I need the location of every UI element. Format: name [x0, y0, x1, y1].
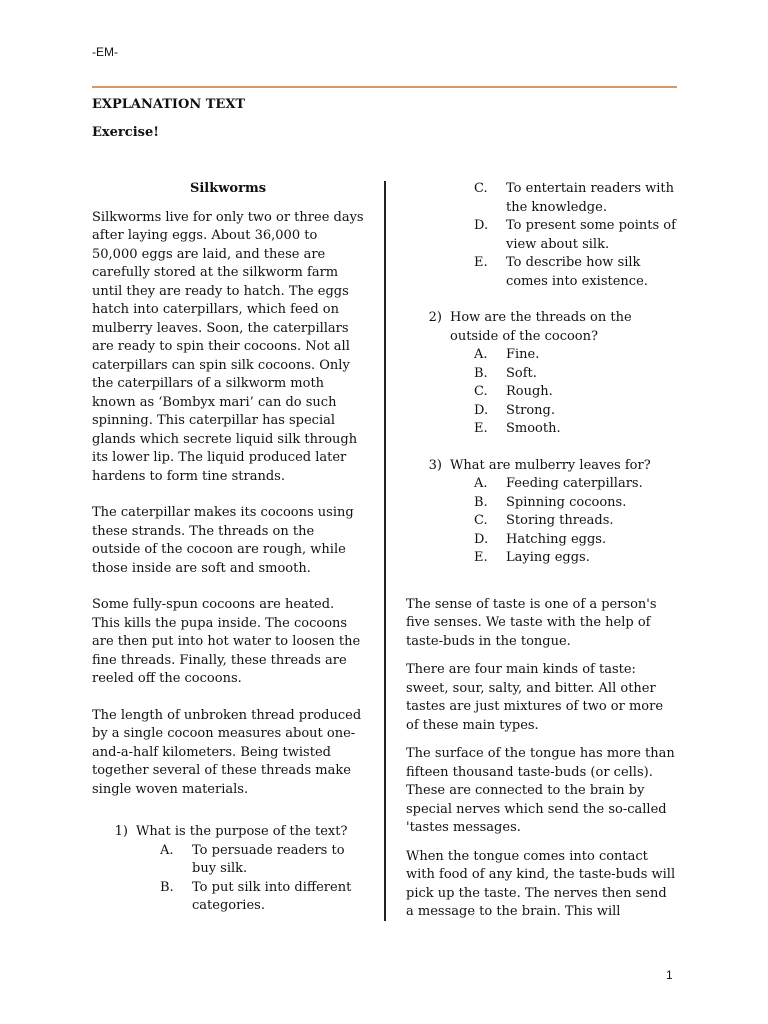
option-letter: E.: [474, 550, 488, 565]
option-text: Smooth.: [506, 421, 561, 436]
option-letter: D.: [474, 402, 489, 418]
paragraph: Some fully-spun cocoons are heated. This kills the pupa inside. The cocoons are then put into hot water to loosen the fine threads. Finally, these threads are reeled off the cocoons.: [92, 597, 361, 686]
question-1: [102, 823, 364, 916]
option-list: [474, 346, 678, 439]
paragraph: Silkworms live for only two or three days after laying eggs. About 36,000 to 50,000 eggs are laid, and these are carefully stored at the silkworm farm until they are ready to hatch. The eggs hatch into caterpillars, which feed on mulberry leaves. Soon, the caterpillars are ready to spin their cocoons. Not all caterpillars can spin silk cocoons. Only the caterpillars of a silkworm moth known as ‘Bombyx mari’ can do such spinning. This caterpillar has special glands which secrete liquid silk through its lower lip. The liquid produced later hardens to form tine strands.: [92, 209, 364, 484]
paragraph: There are four main kinds of taste: sweet, sour, salty, and bitter. All other tastes are just mixtures of two or more of these main types.: [406, 662, 664, 733]
option-text: Hatching eggs.: [506, 531, 607, 547]
paragraph: The caterpillar makes its cocoons using these strands. The threads on the outside of the cocoon are rough, while those inside are soft and smooth.: [92, 505, 354, 576]
paragraph: The surface of the tongue has more than fifteen thousand taste-buds (or cells). These are connected to the brain by special nerves which send the so-called 'tastes messages.: [406, 746, 675, 835]
option: [474, 402, 678, 421]
taste-passage: [406, 596, 678, 922]
header-mark: -EM-: [92, 45, 118, 59]
option-letter: B.: [160, 879, 174, 895]
option-letter: A.: [160, 842, 174, 858]
passage-heading: Silkworms: [189, 181, 267, 196]
option: [474, 549, 678, 568]
option-letter: A.: [474, 476, 488, 491]
option: [474, 254, 678, 291]
option: [474, 512, 678, 531]
option: [474, 383, 678, 402]
option-letter: E.: [474, 421, 488, 436]
option-letter: B.: [474, 365, 488, 381]
option-text: Rough.: [506, 384, 553, 399]
option-letter: A.: [474, 347, 488, 362]
option: [160, 879, 364, 916]
option-letter: C.: [474, 181, 488, 196]
option: [474, 475, 678, 494]
option-list: [160, 842, 364, 916]
option-text: Storing threads.: [506, 513, 614, 528]
option-text: To present some points of view about silk.: [506, 218, 676, 252]
document-subtitle: Exercise!: [92, 125, 159, 140]
option-text: To describe how silk comes into existence.: [506, 255, 648, 289]
question-stem: [416, 457, 678, 476]
paragraph: The length of unbroken thread produced by a single cocoon measures about one-and-a-half kilometers. Being twisted together several of these threads make single woven materials.: [92, 707, 362, 797]
option-text: To entertain readers with the knowledge.: [506, 181, 675, 215]
left-column: [92, 180, 364, 916]
document-title: EXPLANATION TEXT: [92, 97, 246, 112]
option-text: Fine.: [506, 347, 540, 362]
option-letter: D.: [474, 531, 489, 547]
option-list: [474, 475, 678, 568]
option: [474, 494, 678, 513]
question-text: What is the purpose of the text?: [136, 824, 348, 839]
option: [474, 217, 678, 254]
option: [474, 531, 678, 550]
option-text: To persuade readers to buy silk.: [192, 842, 345, 876]
question-text: What are mulberry leaves for?: [450, 457, 651, 473]
option-text: Feeding caterpillars.: [506, 476, 643, 491]
right-column: [406, 180, 678, 922]
option-text: Soft.: [506, 365, 537, 381]
option: [474, 346, 678, 365]
option-text: Laying eggs.: [506, 550, 590, 565]
option-letter: D.: [474, 218, 489, 233]
question-stem: [416, 309, 678, 346]
paragraph: When the tongue comes into contact with food of any kind, the taste-buds will pick up the taste. The nerves then send a message to the brain. This will: [406, 848, 676, 919]
question-number: 2): [428, 310, 442, 325]
option-letter: C.: [474, 384, 488, 399]
question-2: [416, 309, 678, 439]
paragraph: The sense of taste is one of a person's five senses. We taste with the help of taste-buds in the tongue.: [406, 596, 657, 649]
question-stem: [102, 823, 364, 842]
header-rule: [92, 86, 677, 88]
option-text: To put silk into different categories.: [192, 879, 352, 913]
option: [474, 365, 678, 384]
question-number: 3): [428, 457, 442, 473]
option: [474, 180, 678, 217]
option-text: Spinning cocoons.: [506, 494, 627, 510]
option: [160, 842, 364, 879]
option-letter: C.: [474, 513, 488, 528]
column-divider: [384, 181, 386, 921]
question-number: 1): [114, 824, 128, 839]
question-text: How are the threads on the outside of the cocoon?: [450, 310, 632, 344]
option: [474, 420, 678, 439]
question-3: [416, 457, 678, 568]
option-list: [474, 180, 678, 291]
page-number: 1: [666, 968, 673, 982]
option-letter: B.: [474, 494, 488, 510]
option-letter: E.: [474, 255, 488, 270]
option-text: Strong.: [506, 402, 555, 418]
